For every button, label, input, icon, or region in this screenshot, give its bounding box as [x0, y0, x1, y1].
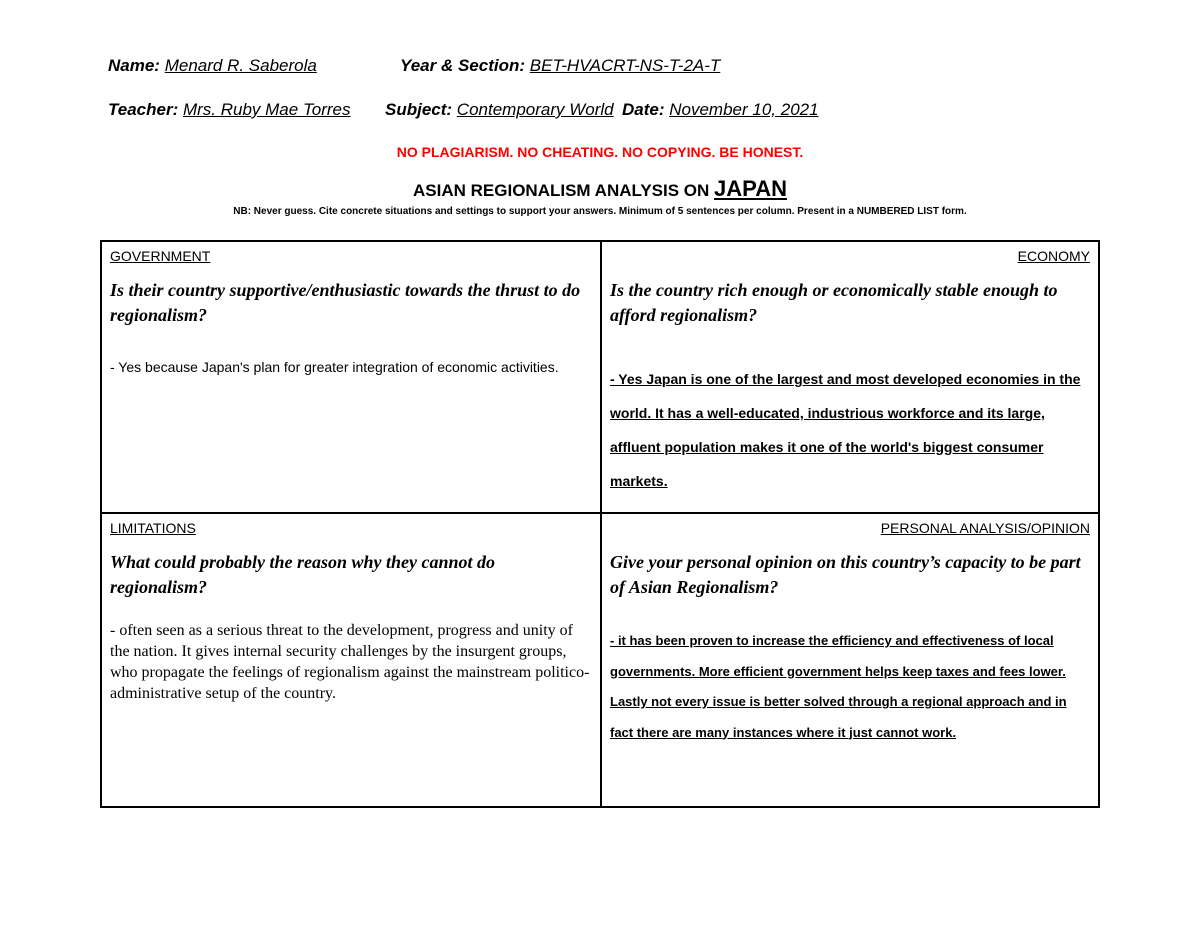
date-field	[622, 100, 819, 120]
economy-answer: - Yes Japan is one of the largest and most developed economies in the world. It has a well-educated, industrious workforce and its large, affluent population makes it one of the world's biggest consumer markets.	[610, 371, 1081, 489]
date-value: November 10, 2021	[669, 100, 819, 119]
year-section-label: Year & Section:	[400, 56, 526, 75]
opinion-cell	[602, 514, 1098, 806]
name-field	[108, 56, 317, 76]
teacher-value: Mrs. Ruby Mae Torres	[182, 100, 351, 119]
government-category: GOVERNMENT	[110, 248, 211, 264]
name-value: Menard R. Saberola	[164, 56, 317, 75]
year-section-value: BET-HVACRT-NS-T-2A-T	[529, 56, 721, 75]
analysis-table	[100, 240, 1100, 808]
limitations-question: What could probably the reason why they cannot do regionalism?	[110, 552, 496, 597]
teacher-label: Teacher:	[108, 100, 179, 119]
date-label: Date:	[622, 100, 665, 119]
name-label: Name:	[108, 56, 160, 75]
subject-field	[385, 100, 614, 120]
economy-category: ECONOMY	[1017, 248, 1090, 264]
subject-value: Contemporary World	[456, 100, 614, 119]
honesty-warning: NO PLAGIARISM. NO CHEATING. NO COPYING. BE HONEST.	[396, 144, 804, 160]
limitations-cell	[102, 514, 600, 806]
economy-cell	[602, 242, 1098, 512]
instructions-note: NB: Never guess. Cite concrete situations and settings to support your answers. Minimum of 5 sentences per column. Present in a NUMBERED LIST form.	[233, 206, 967, 217]
title-prefix: ASIAN REGIONALISM ANALYSIS ON	[413, 181, 710, 200]
teacher-field	[108, 100, 351, 120]
limitations-answer: - often seen as a serious threat to the development, progress and unity of the nation. It gives internal security challenges by the insurgent groups, who propagate the feelings of regionalism against the mainstream politico-administrative setup of the country.	[110, 622, 590, 702]
opinion-answer: - it has been proven to increase the efficiency and effectiveness of local governments. More efficient government helps keep taxes and fees lower. Lastly not every issue is better solved through a regional approach and in fact there are many instances where it just cannot work.	[610, 633, 1067, 740]
title-country: JAPAN	[714, 176, 787, 201]
economy-question: Is the country rich enough or economically stable enough to afford regionalism?	[610, 280, 1058, 325]
opinion-category: PERSONAL ANALYSIS/OPINION	[880, 520, 1090, 536]
government-cell	[102, 242, 600, 512]
subject-label: Subject:	[385, 100, 453, 119]
document-title	[0, 176, 1200, 202]
year-section-field	[400, 56, 720, 76]
opinion-question: Give your personal opinion on this country’s capacity to be part of Asian Regionalism?	[610, 552, 1081, 597]
limitations-category: LIMITATIONS	[110, 520, 196, 536]
government-answer: - Yes because Japan's plan for greater integration of economic activities.	[110, 359, 559, 375]
government-question: Is their country supportive/enthusiastic towards the thrust to do regionalism?	[110, 280, 581, 325]
